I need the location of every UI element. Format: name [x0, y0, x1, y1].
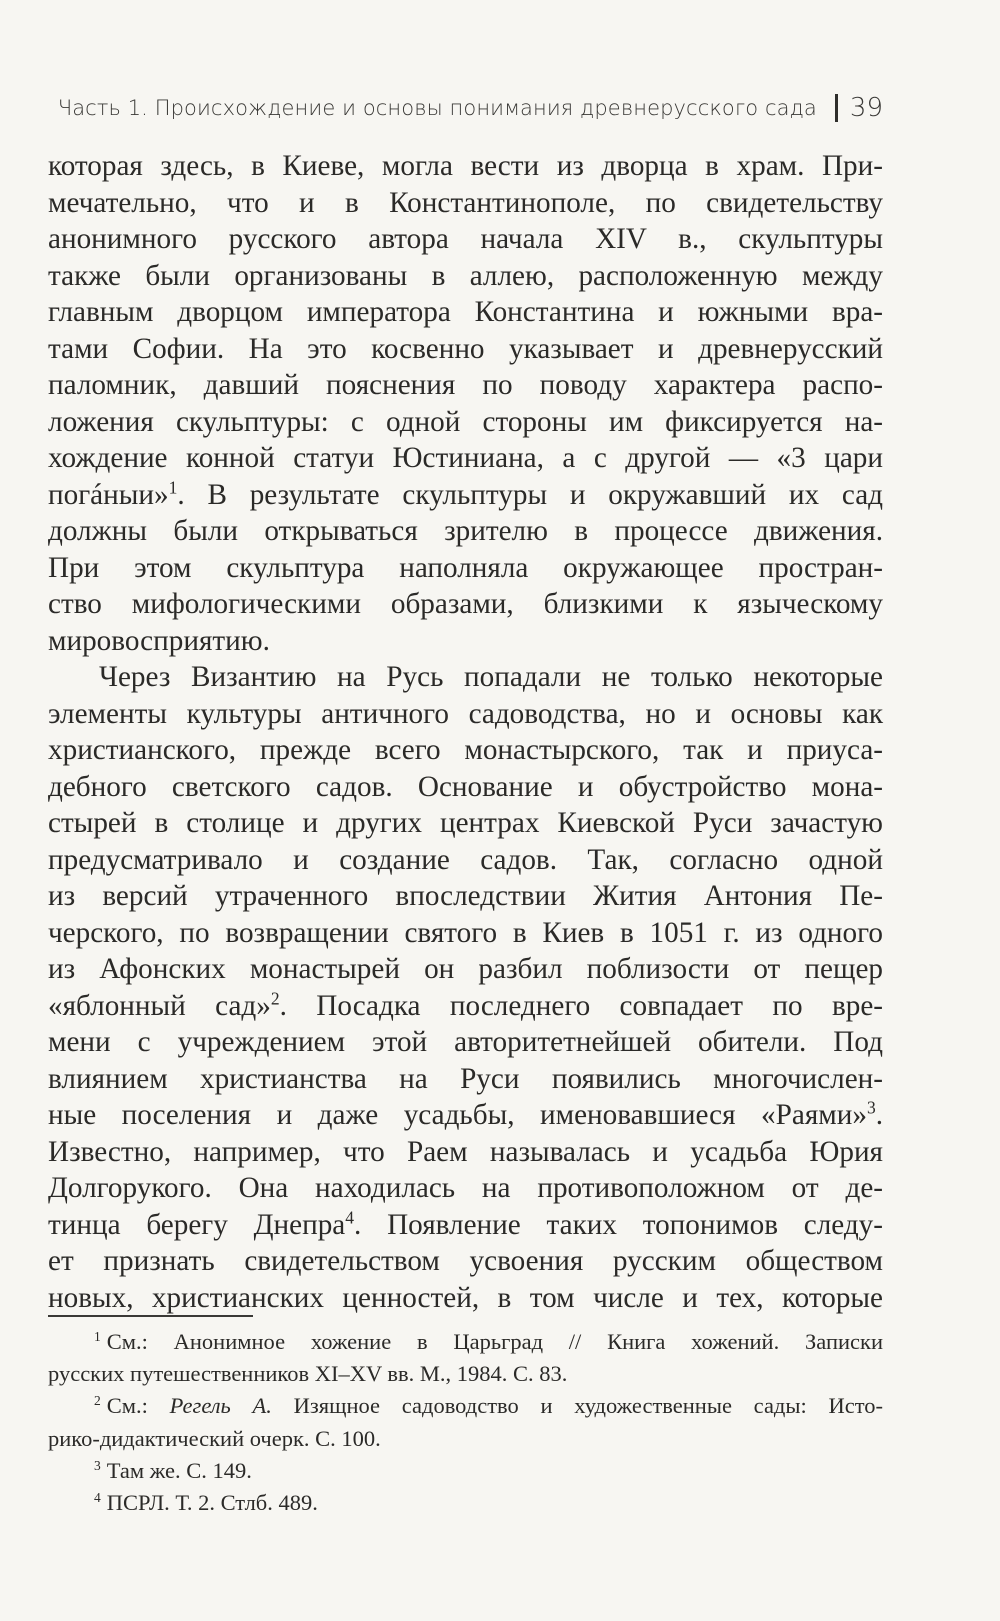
footnote-number: 3	[94, 1457, 101, 1473]
text-line: дебного светского садов. Основание и обустройство мона-	[48, 770, 883, 803]
text-line: предусматривало и создание садов. Так, согласно одной	[48, 843, 883, 876]
text-line: Долгорукого. Она находилась на противоположном от де-	[48, 1172, 883, 1204]
text-line: При этом скульптура наполняла окружающее простран-	[48, 551, 883, 584]
footnote-text: См.:	[106, 1393, 170, 1419]
text-segment: тинца берегу Днепра	[48, 1208, 346, 1241]
text-line: из Афонских монастырей он разбил поблизости от пещер	[48, 953, 883, 985]
text-line: Через Византию на Русь попадали не только некоторые	[99, 661, 883, 693]
footnote-number: 4	[94, 1489, 101, 1505]
text-line: также были организованы в аллею, расположенную между	[48, 259, 883, 292]
text-segment: ные поселения и даже усадьбы, именовавшиеся «Раями»	[48, 1099, 867, 1131]
text-line: Известно, например, что Раем называлась и усадьба Юрия	[48, 1135, 883, 1168]
text-line: мечательно, что и в Константинополе, по свидетельству	[48, 186, 883, 219]
text-line: тами Софии. На это косвенно указывает и древнерусский	[48, 332, 883, 365]
text-segment: «яблонный сад»	[48, 989, 271, 1022]
page-number: 39	[849, 93, 883, 123]
footnote-separator	[48, 1315, 253, 1317]
footnote-number: 1	[94, 1328, 101, 1344]
footnote-ref-1[interactable]: 1	[168, 477, 178, 497]
footnote-text: ПСРЛ. Т. 2. Стлб. 489.	[106, 1489, 318, 1515]
running-header	[48, 88, 883, 128]
text-line: ство мифологическими образами, близкими к языческому	[48, 588, 883, 620]
header-divider	[835, 94, 838, 122]
footnote-1	[48, 1326, 883, 1358]
text-line: ложения скульптуры: с одной стороны им фиксируется на-	[48, 405, 883, 438]
text-line: паломник, давший пояснения по поводу характера распо-	[48, 369, 883, 401]
footnote-2-continued: рико-дидактический очерк. С. 100.	[48, 1425, 381, 1451]
footnote-4	[48, 1487, 883, 1519]
text-line: должны были открываться зрителю в процессе движения.	[48, 515, 883, 547]
text-line: ет признать свидетельством усвоения русским обществом	[48, 1245, 883, 1277]
text-line: влиянием христианства на Руси появились многочислен-	[48, 1062, 883, 1095]
footnote-author: Регель А.	[169, 1393, 272, 1419]
footnote-2	[48, 1390, 883, 1422]
text-line: хождение конной статуи Юстиниана, а с другой — «3 цари	[48, 442, 883, 474]
footnote-text: См.: Анонимное хожение в Царьград // Книга хожений. Записки	[106, 1329, 883, 1354]
text-line: стырей в столице и других центрах Киевской Руси зачастую	[48, 807, 883, 839]
text-line: анонимного русского автора начала XIV в., скульптуры	[48, 223, 883, 255]
text-segment: . Появление таких топонимов следу-	[354, 1208, 883, 1241]
main-text	[48, 148, 883, 1316]
text-line: христианского, прежде всего монастырского, так и приуса-	[48, 734, 883, 766]
chapter-title: Часть 1. Происхождение и основы понимания древнерусского сада	[57, 96, 817, 120]
footnote-text: Изящное садоводство и художественные сады: Исто-	[271, 1393, 884, 1419]
text-segment: . В результате скульптуры и окружавший их сад	[177, 478, 883, 511]
text-line: которая здесь, в Киеве, могла вести из дворца в храм. При-	[48, 150, 883, 182]
text-line: мени с учреждением этой авторитетнейшей обители. Под	[48, 1026, 883, 1058]
footnote-number: 2	[94, 1393, 101, 1409]
text-line	[48, 1207, 883, 1244]
text-line	[48, 1097, 883, 1134]
text-line	[48, 477, 883, 514]
footnotes	[48, 1326, 883, 1519]
text-line: элементы культуры античного садоводства, но и основы как	[48, 697, 883, 730]
text-line: черского, по возвращении святого в Киев в 1051 г. из одного	[48, 916, 883, 949]
footnote-text: Там же. С. 149.	[106, 1457, 252, 1483]
text-segment: погáныи»	[48, 478, 169, 511]
text-line: новых, христианских ценностей, в том числе и тех, которые	[48, 1281, 883, 1314]
footnote-ref-4[interactable]: 4	[345, 1207, 355, 1227]
footnote-1-continued: русских путешественников XI–XV вв. М., 1984. С. 83.	[48, 1361, 568, 1387]
text-segment: .	[875, 1099, 883, 1131]
footnote-3	[48, 1455, 883, 1487]
text-line	[48, 988, 883, 1025]
text-segment: . Посадка последнего совпадает по вре-	[279, 989, 883, 1022]
text-line: мировосприятию.	[48, 624, 270, 657]
text-line: главным дворцом императора Константина и южными вра-	[48, 296, 883, 328]
text-line: из версий утраченного впоследствии Жития Антония Пе-	[48, 880, 883, 912]
footnote-ref-3[interactable]: 3	[866, 1097, 876, 1118]
footnote-ref-2[interactable]: 2	[270, 988, 280, 1008]
